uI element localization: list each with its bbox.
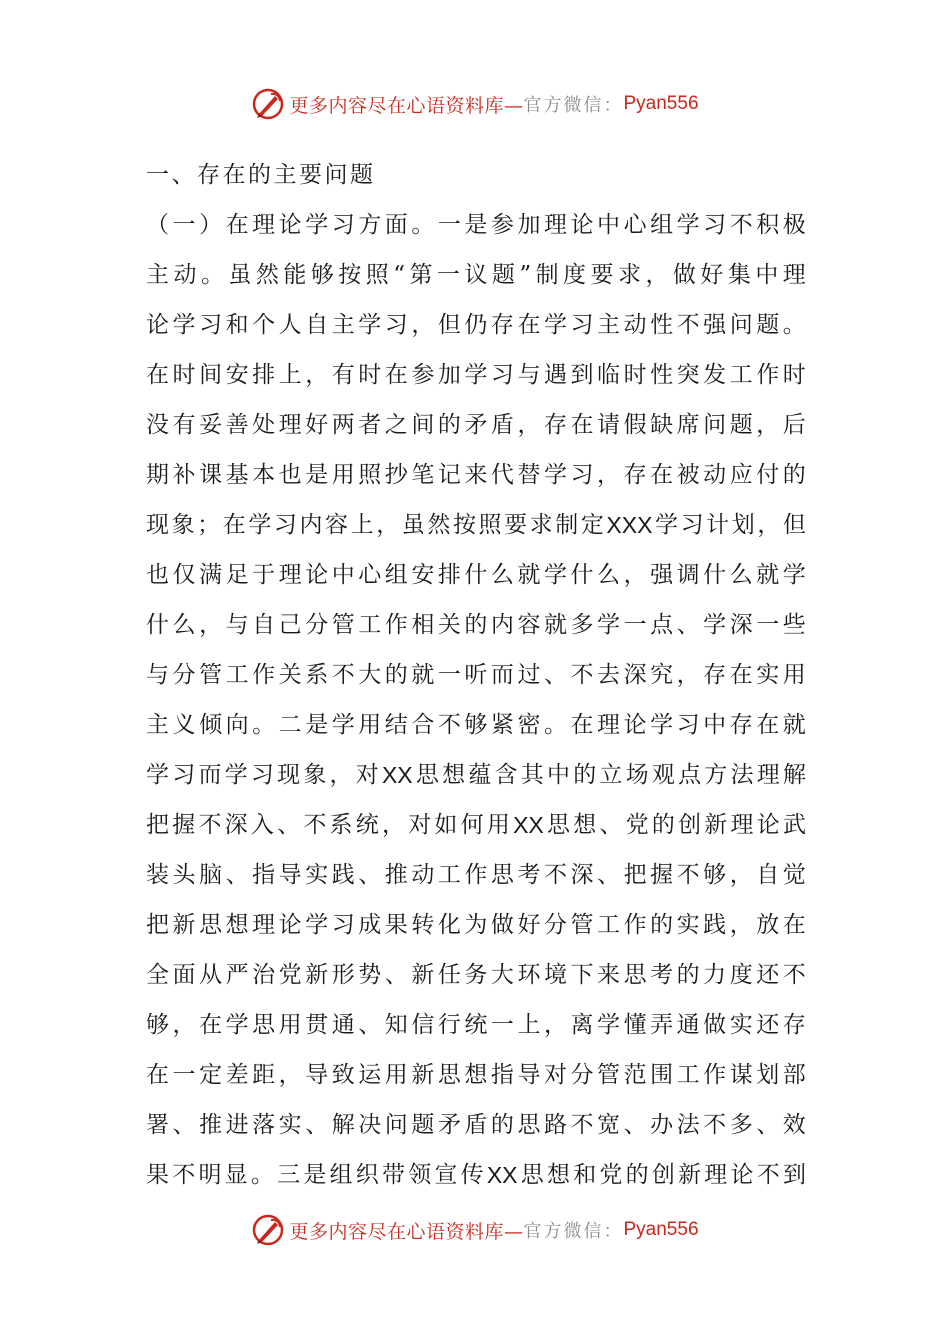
text-line: 学 习 而 学 习 现 象 ， 对 XX 思 想 蕴 含 其 中 的 立 场 观 点 方 法 理 解	[146, 762, 806, 788]
text-line: 在 时 间 安 排 上 ， 有 时 在 参 加 学 习 与 遇 到 临 时 性 突 发 工 作 时	[146, 362, 806, 388]
pen-logo-icon	[251, 87, 285, 121]
watermark-content	[251, 87, 698, 121]
text-line: 也 仅 满 足 于 理 论 中 心 组 安 排 什 么 就 学 什 么 ， 强 调 什 么 就 学	[146, 562, 806, 588]
pen-logo-icon	[251, 1213, 285, 1247]
watermark-wechat-id: Pyan556	[623, 93, 699, 114]
section-heading: 一、存在的主要问题	[146, 162, 376, 188]
text-line: 装 头 脑 、 指 导 实 践 、 推 动 工 作 思 考 不 深 、 把 握 不 够 ， 自 觉	[146, 862, 806, 888]
document-body	[146, 150, 806, 1200]
text-line: 全 面 从 严 治 党 新 形 势 、 新 任 务 大 环 境 下 来 思 考 的 力 度 还 不	[146, 962, 806, 988]
text-line: （ 一 ） 在 理 论 学 习 方 面 。 一 是 参 加 理 论 中 心 组 学 习 不 积 极	[146, 212, 806, 238]
watermark-banner-top	[0, 84, 950, 124]
text-line: 果 不 明 显 。 三 是 组 织 带 领 宣 传 XX 思 想 和 党 的 创 新 理 论 不 到	[146, 1162, 806, 1188]
watermark-label: 官方微信：	[523, 1221, 624, 1242]
text-line: 把 握 不 深 入 、 不 系 统 ， 对 如 何 用 XX 思 想 、 党 的 创 新 理 论 武	[146, 812, 806, 838]
text-line: 期 补 课 基 本 也 是 用 照 抄 笔 记 来 代 替 学 习 ， 存 在 被 动 应 付 的	[146, 462, 806, 488]
text-line: 什 么 ， 与 自 己 分 管 工 作 相 关 的 内 容 就 多 学 一 点 、 学 深 一 些	[146, 612, 806, 638]
watermark-banner-bottom	[0, 1210, 950, 1250]
text-line: 论 学 习 和 个 人 自 主 学 习 ， 但 仍 存 在 学 习 主 动 性 不 强 问 题 。	[146, 312, 806, 338]
text-line: 够 ， 在 学 思 用 贯 通 、 知 信 行 统 一 上 ， 离 学 懂 弄 通 做 实 还 存	[146, 1012, 806, 1038]
paragraph	[146, 200, 806, 1200]
text-line: 署 、 推 进 落 实 、 解 决 问 题 矛 盾 的 思 路 不 宽 、 办 法 不 多 、 效	[146, 1112, 806, 1138]
watermark-prefix: 更多内容尽在心语资料库—	[289, 1220, 524, 1243]
text-line: 主 义 倾 向 。 二 是 学 用 结 合 不 够 紧 密 。 在 理 论 学 习 中 存 在 就	[146, 712, 806, 738]
text-line: 把 新 思 想 理 论 学 习 成 果 转 化 为 做 好 分 管 工 作 的 实 践 ， 放 在	[146, 912, 806, 938]
text-line: 在 一 定 差 距 ， 导 致 运 用 新 思 想 指 导 对 分 管 范 围 工 作 谋 划 部	[146, 1062, 806, 1088]
text-line: 主 动 。 虽 然 能 够 按 照 “ 第 一 议 题 ” 制 度 要 求 ， 做 好 集 中 理	[146, 262, 806, 288]
watermark-wechat-id: Pyan556	[623, 1219, 699, 1240]
watermark-label: 官方微信：	[523, 95, 624, 116]
watermark-content	[251, 1213, 698, 1247]
text-line: 没 有 妥 善 处 理 好 两 者 之 间 的 矛 盾 ， 存 在 请 假 缺 席 问 题 ， 后	[146, 412, 806, 438]
text-line: 现 象 ； 在 学 习 内 容 上 ， 虽 然 按 照 要 求 制 定 XXX 学 习 计 划 ， 但	[146, 512, 806, 538]
watermark-prefix: 更多内容尽在心语资料库—	[289, 94, 524, 117]
text-line: 与 分 管 工 作 关 系 不 大 的 就 一 听 而 过 、 不 去 深 究 ， 存 在 实 用	[146, 662, 806, 688]
